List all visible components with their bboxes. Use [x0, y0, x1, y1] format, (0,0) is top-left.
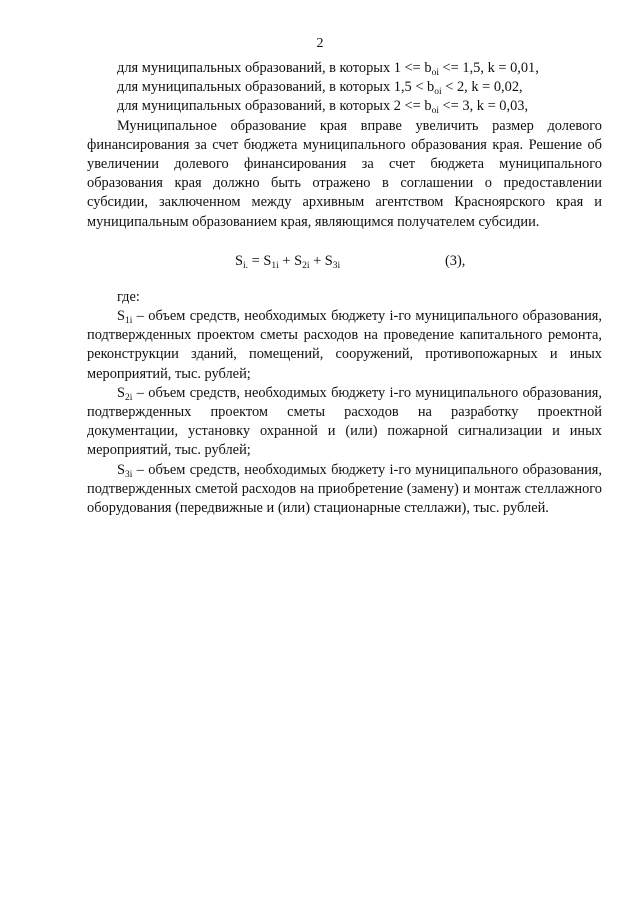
- formula-term-1: S: [263, 252, 272, 269]
- condition-3-suffix: <= 3, k = 0,03,: [438, 98, 529, 115]
- where-label: где:: [117, 288, 140, 305]
- condition-line-2: [87, 78, 602, 97]
- condition-2-suffix: < 2, k = 0,02,: [441, 79, 523, 96]
- formula-term-3-subscript: 3i: [332, 260, 341, 271]
- formula-plus-2: +: [309, 252, 325, 269]
- formula-equals: =: [248, 252, 264, 269]
- condition-line-1: [87, 59, 602, 78]
- condition-1-prefix: для муниципальных образований, в которых 1 <= b: [117, 60, 432, 76]
- definition-s1-text: – объем средств, необходимых бюджету i-го муниципального образования, подтвержденных проектом сметы расходов на проведение капитального ремонта, реконструкции зданий, помещений, сооружений, противопожарных и иных мероприятий, тыс. рублей;: [87, 308, 602, 382]
- definition-s2: [87, 384, 602, 461]
- definition-s1: [87, 307, 602, 384]
- condition-2-subscript: oi: [434, 87, 442, 98]
- condition-2-prefix: для муниципальных образований, в которых 1,5 < b: [117, 79, 435, 96]
- condition-line-3: [87, 97, 602, 116]
- formula-lhs-subscript: i.: [243, 260, 249, 271]
- formula-row: [87, 242, 602, 280]
- definition-s3: [87, 461, 602, 519]
- definition-s1-subscript: 1i: [125, 316, 133, 327]
- document-body: [87, 59, 602, 518]
- condition-1-suffix: <= 1,5, k = 0,01,: [438, 60, 539, 76]
- main-paragraph: Муниципальное образование края вправе увеличить размер долевого финансирования за счет бюджета муниципального образования края. Решение об увеличении долевого финансирования за счет бюджета муниципального образования края должно быть отражено в соглашении о предоставлении субсидии, заключенном между архивным агентством Красноярского края и муниципальным образованием края, являющимся получателем субсидии.: [87, 117, 602, 230]
- formula-plus-1: +: [278, 252, 295, 269]
- definition-s3-text: – объем средств, необходимых бюджету i-го муниципального образования, подтвержденных сметой расходов на приобретение (замену) и монтаж стеллажного оборудования (передвижные и (или) стационарные стеллажи), тыс. рублей.: [87, 461, 602, 517]
- page-number: 2: [316, 36, 324, 51]
- formula-term-1-subscript: 1i: [271, 260, 279, 271]
- condition-3-subscript: oi: [431, 106, 439, 117]
- definition-s2-text: – объем средств, необходимых бюджету i-го муниципального образования, подтвержденных проектом сметы расходов на разработку проектной документации, установку охранной и (или) пожарной сигнализации и иных мероприятий, тыс. рублей;: [87, 384, 602, 459]
- condition-1-subscript: oi: [431, 68, 439, 78]
- formula-term-3: S: [324, 252, 333, 269]
- formula-term-2-subscript: 2i: [302, 260, 310, 271]
- formula-term-2: S: [294, 252, 303, 269]
- definition-s1-symbol: S: [117, 308, 126, 325]
- definition-s3-symbol: S: [117, 461, 126, 478]
- definition-s2-symbol: S: [117, 384, 126, 401]
- condition-3-prefix: для муниципальных образований, в которых 2 <= b: [117, 98, 432, 115]
- formula: [235, 252, 340, 271]
- definition-s2-subscript: 2i: [125, 392, 133, 403]
- formula-number: (3),: [445, 252, 466, 269]
- definition-s3-subscript: 3i: [125, 469, 133, 480]
- formula-lhs: S: [235, 252, 244, 269]
